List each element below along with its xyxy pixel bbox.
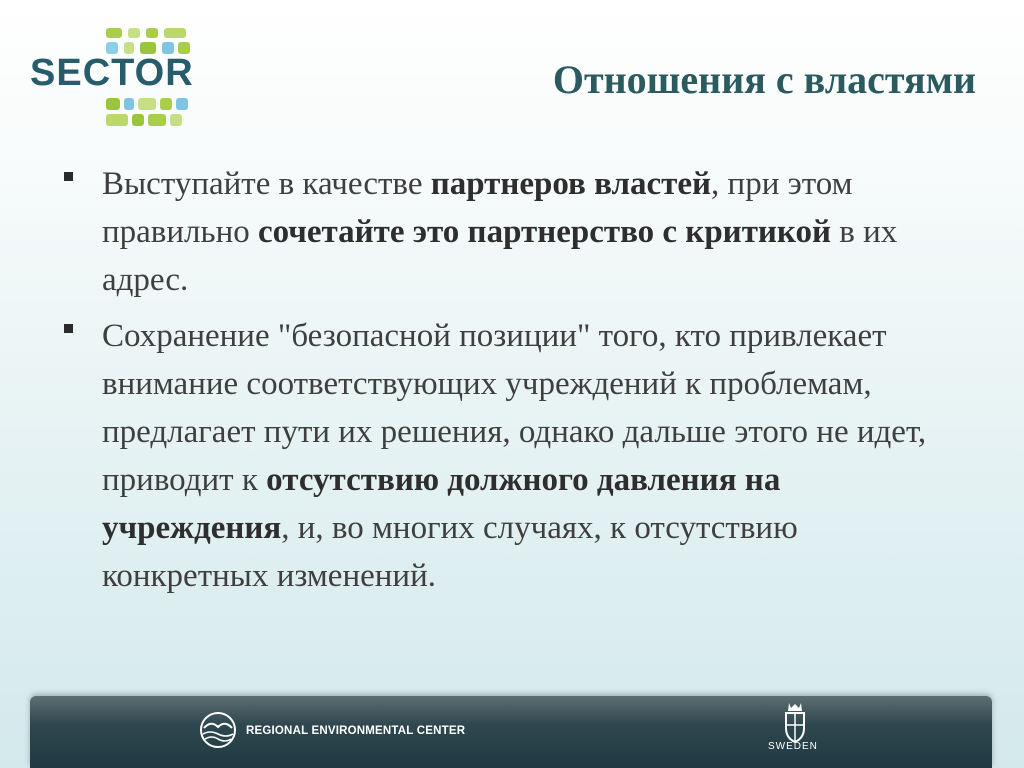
logo-text: SECTOR xyxy=(30,52,194,94)
bullet-item xyxy=(62,160,962,304)
footer-org-name: REGIONAL ENVIRONMENTAL CENTER xyxy=(246,725,466,737)
slide-title: Отношения с властями xyxy=(552,57,976,102)
bullet-text-part: , при этом правильно xyxy=(102,166,853,250)
bullet-text-part: в их адрес. xyxy=(102,214,898,298)
rec-globe-icon xyxy=(198,710,238,750)
bullet-text xyxy=(102,318,926,594)
bullet-item xyxy=(62,312,962,600)
sweden-crest-icon xyxy=(778,700,812,746)
bullet-text xyxy=(102,166,897,298)
bullet-square-icon xyxy=(64,324,73,333)
bullet-square-icon xyxy=(64,172,73,181)
footer-bar xyxy=(30,696,992,768)
bullet-text-bold: отсутствию должного давления на учреждения xyxy=(102,462,781,546)
bullet-text-part: Выступайте в качестве xyxy=(102,166,431,202)
bullet-text-part: , и, во многих случаях, к отсутствию конкретных изменений. xyxy=(102,510,798,594)
sector-logo xyxy=(28,24,208,134)
bullet-text-part: Сохранение "безопасной позиции" того, кто привлекает внимание соответствующих учреждений к проблемам, предлагает пути их решения, однако дальше этого не идет, приводит к xyxy=(102,318,927,498)
bullet-list xyxy=(62,160,962,608)
footer-country: SWEDEN xyxy=(768,741,818,752)
bullet-text-bold: сочетайте это партнерство с критикой xyxy=(257,214,832,250)
bullet-text-bold: партнеров властей xyxy=(430,166,712,202)
